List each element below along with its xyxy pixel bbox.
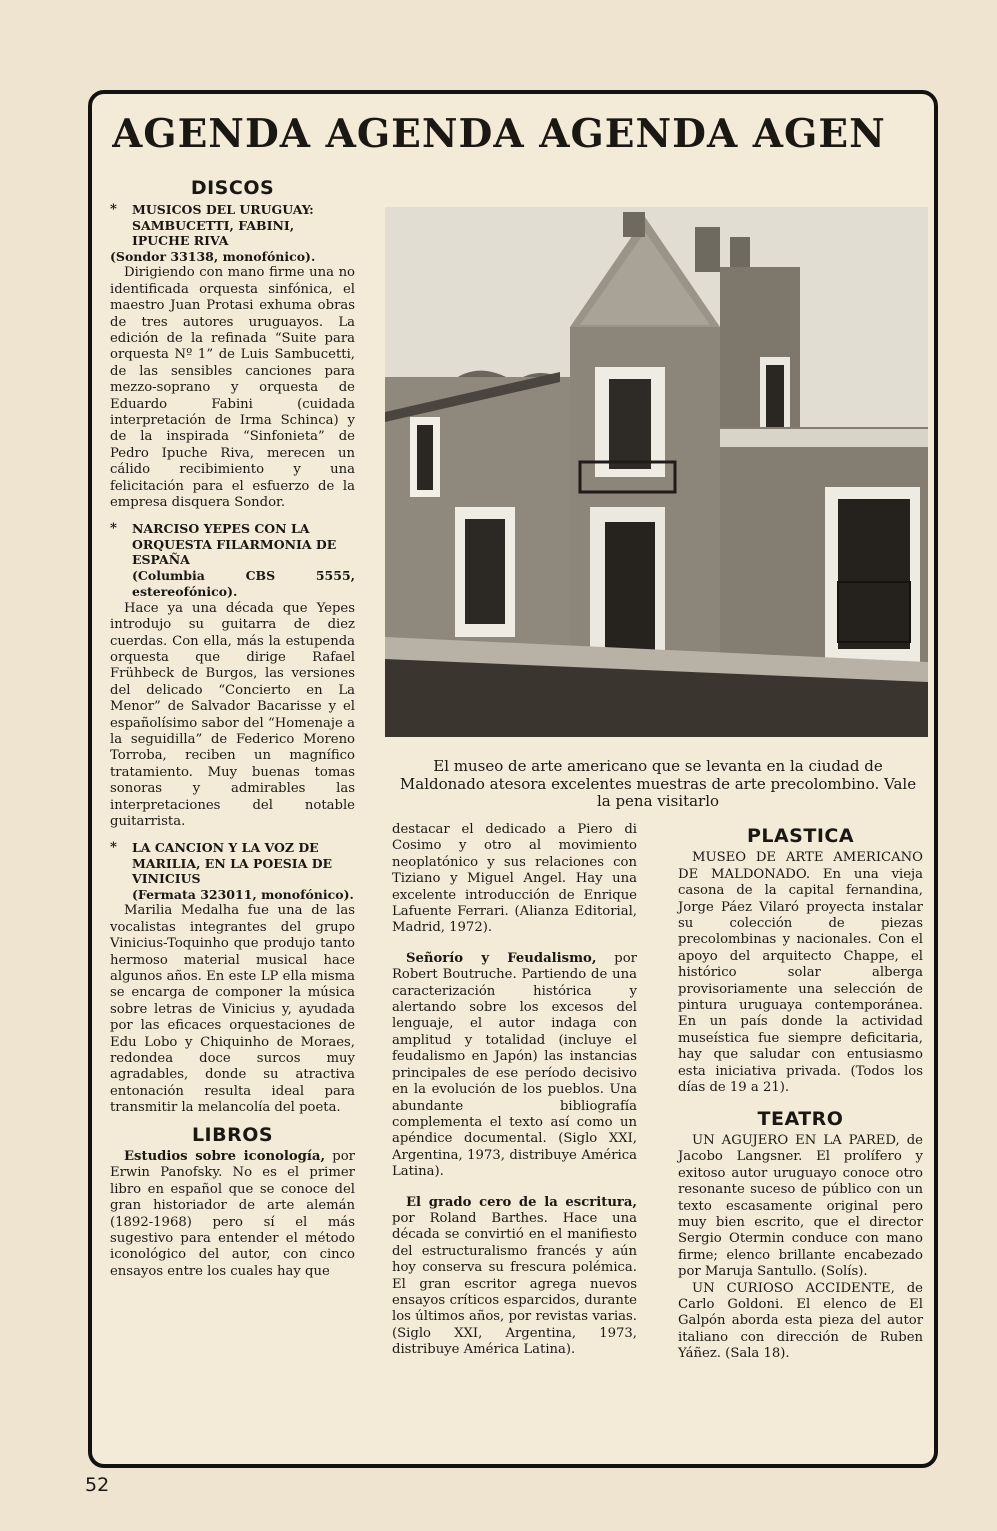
- libros-item-1: [110, 1149, 355, 1280]
- disco-item-1-label: (Sondor 33138, monofónico).: [110, 248, 316, 264]
- disco-item-3-text: Marilia Medalha fue una de las vocalistas integrantes del grupo Vinicius-Toquinho que produjo tanto hermoso material musical hace algunos años. En este LP ella misma se encarga de componer la música sobre letras de Vinicius y, ayudada por las eficaces orquestaciones de Edu Lobo y Chiquinho de Moraes, redondea doce surcos muy agradables, donde su atractiva entonación resulta ideal para transmitir la melancolía del poeta.: [110, 903, 355, 1116]
- disco-item-2-text: Hace ya una década que Yepes introdujo su guitarra de diez cuerdas. Con ella, más la estupenda orquesta que dirige Rafael Frühbeck de Burgos, las versiones del delicado “Concierto en La Menor” de Salvador Bacarisse y el españolísimo sabor del “Homenaje a la seguidilla” de Federico Moreno Torroba, reciben un magnífico tratamiento. Muy buenas tomas sonoras y admirables las interpretaciones del notable guitarrista.: [110, 600, 355, 829]
- bullet-star: *: [110, 202, 117, 218]
- disco-item-1-title: MUSICOS DEL URUGUAY: SAMBUCETTI, FABINI, IPUCHE RIVA: [132, 202, 314, 249]
- disco-item-2-title: NARCISO YEPES CON LA ORQUESTA FILARMONIA DE ESPAÑA: [132, 521, 337, 568]
- libros-item-1-continued: destacar el dedicado a Piero di Cosimo y otro al movimiento neoplatónico y sus relaciones con Tiziano y Miguel Angel. Hay una excelente introducción de Enrique Lafuente Ferrari. (Alianza Editorial, Madrid, 1972).: [392, 822, 637, 936]
- section-libros-heading: LIBROS: [191, 1123, 274, 1146]
- disco-item-2-head: [110, 521, 355, 568]
- disco-item-1-text: Dirigiendo con mano firme una no identificada orquesta sinfónica, el maestro Juan Protasi exhuma obras de tres autores uruguayos. La edición de la refinada “Suite para orquesta Nº 1” de Luis Sambucetti, de las sensibles canciones para mezzo-soprano y orquesta de Eduardo Fabini (cuidada interpretación de Irma Schinca) y de la inspirada “Sinfonieta” de Pedro Ipuche Riva, merecen un cálido recibimiento y una felicitación para el esfuerzo de la empresa disquera Sondor.: [110, 265, 355, 510]
- libros-item-2-text: por Robert Boutruche. Partiendo de una caracterización histórica y alertando sobre los excesos del lenguaje, el autor indaga con amplitud y totalidad (incluye el feudalismo en Japón) las instancias principales de ese período decisivo en la evolución de los pueblos. Una abundante bibliografía complementa el texto así como un apéndice documental. (Siglo XXI, Argentina, 1973, distribuye América Latina).: [392, 950, 637, 1180]
- libros-item-3: [392, 1195, 637, 1359]
- libros-item-3-text: por Roland Barthes. Hace una década se convirtió en el manifiesto del estructuralismo francés y aún hoy conserva su frescura polémica. El gran escritor agrega nuevos ensayos críticos esparcidos, durante los últimos años, por revistas varias. (Siglo XXI, Argentina, 1973, distribuye América Latina).: [392, 1210, 637, 1358]
- section-discos-heading: DISCOS: [190, 177, 275, 199]
- page-number: 52: [85, 1474, 110, 1496]
- disco-item-2-label: (Columbia CBS 5555, estereofónico).: [132, 567, 355, 600]
- museum-photo: [385, 207, 928, 737]
- libros-item-1-title: Estudios sobre iconología,: [124, 1149, 326, 1164]
- teatro-item-1: UN AGUJERO EN LA PARED, de Jacobo Langsner. El prolífero y exitoso autor uruguayo conoce otro resonante suceso de público con un texto escasamente original pero muy bien escrito, que el director Sergio Otermin conduce con mano firme; elenco brillante encabezado por Maruja Santullo. (Solís).: [678, 1132, 923, 1280]
- libros-item-1-text: por Erwin Panofsky. No es el primer libro en español que se conoce del gran historiador de arte alemán (1892-1968) pero sí el más sugestivo para entender el método iconológico del autor, con cinco ensayos entre los cuales hay que: [110, 1149, 355, 1279]
- disco-item-1-head: [110, 202, 355, 249]
- column-middle: [392, 822, 637, 1359]
- bullet-star: *: [110, 840, 117, 856]
- libros-item-2-title: Señorío y Feudalismo,: [406, 950, 597, 966]
- bullet-star: *: [110, 521, 117, 537]
- disco-item-3-title: LA CANCION Y LA VOZ DE MARILIA, EN LA POESIA DE VINICIUS: [132, 840, 333, 887]
- libros-item-2: [392, 951, 637, 1181]
- column-right: [678, 825, 923, 1363]
- disco-item-3-head: [110, 840, 355, 887]
- disco-item-3-label: (Fermata 323011, monofónico).: [132, 886, 354, 902]
- plastica-text: MUSEO DE ARTE AMERICANO DE MALDONADO. En una vieja casona de la capital fernandina, Jorge Páez Vilaró proyecta instalar su colección de piezas precolombinas y nacionales. Con el apoyo del arquitecto Chappe, el histórico solar alberga provisoriamente una selección de pintura uruguaya contemporánea. En un país donde la actividad museística fue siempre deficitaria, hay que saludar con entusiasmo esta iniciativa privada. (Todos los días de 19 a 21).: [678, 850, 923, 1096]
- column-left: [110, 177, 355, 1280]
- teatro-item-2: UN CURIOSO ACCIDENTE, de Carlo Goldoni. El elenco de El Galpón aborda esta pieza del autor italiano con dirección de Ruben Yáñez. (Sala 18).: [678, 1280, 923, 1362]
- section-teatro-heading: TEATRO: [757, 1107, 844, 1130]
- section-plastica-heading: PLASTICA: [746, 825, 855, 847]
- photo-caption: El museo de arte americano que se levanta en la ciudad de Maldonado atesora excelentes muestras de arte precolombino. Vale la pena visitarlo: [399, 757, 917, 810]
- masthead: AGENDA AGENDA AGENDA AGEN: [112, 111, 886, 157]
- libros-item-3-title: El grado cero de la escritura,: [406, 1194, 637, 1210]
